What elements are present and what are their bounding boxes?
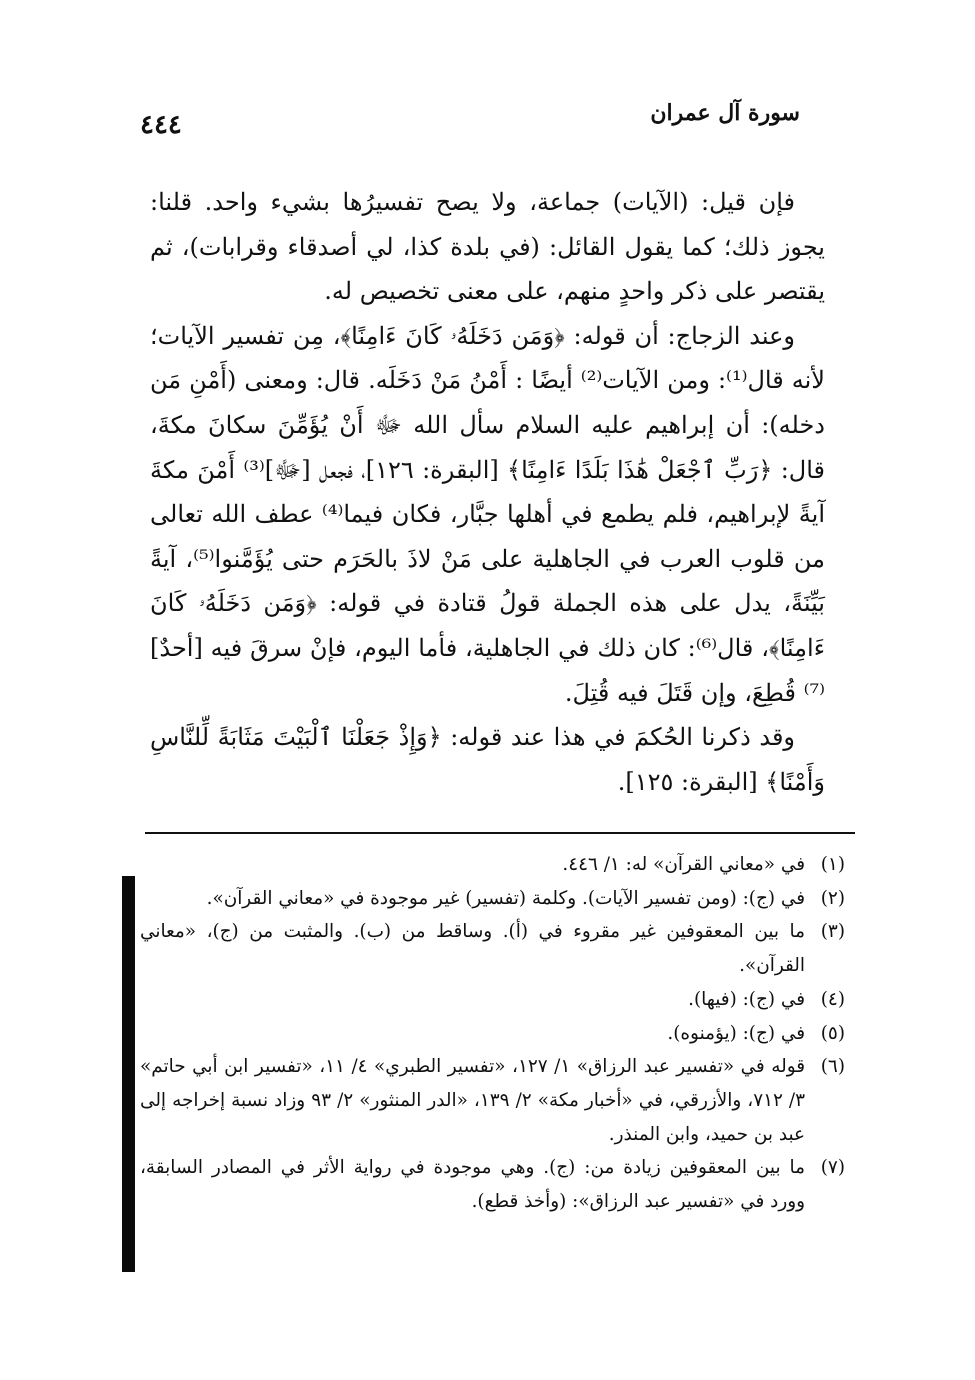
footnote — [140, 882, 845, 916]
scan-edge-shadow — [122, 876, 135, 1272]
page-number: ٤٤٤ — [140, 110, 182, 140]
footnote-number: (٢) — [820, 887, 845, 909]
footnote — [140, 1151, 845, 1218]
footnote — [140, 1050, 845, 1151]
footnote-text: في (ج): (ومن تفسير الآيات). وكلمة (تفسير) غير موجودة في «معاني القرآن». — [206, 887, 805, 909]
footnote-number: (٤) — [820, 988, 845, 1010]
footnote-divider — [145, 832, 855, 834]
footnote-number: (١) — [820, 854, 845, 875]
footnote — [140, 915, 845, 982]
paragraph: وقد ذكرنا الحُكمَ في هذا عند قوله: ﴿وَإِذْ جَعَلْنَا ٱلْبَيْتَ مَثَابَةً لِّلنَّاسِ وَأَمْنًا﴾ [البقرة: ١٢٥]. — [150, 723, 825, 796]
footnote — [140, 1017, 845, 1051]
footnote — [140, 983, 845, 1017]
main-text — [150, 180, 825, 804]
footnote-number: (٧) — [820, 1157, 845, 1179]
footnote-text: في (ج): (فيها). — [688, 988, 805, 1010]
footnote-text: في «معاني القرآن» له: ١/ ٤٤٦. — [562, 854, 805, 875]
footnote-number: (٣) — [820, 921, 845, 943]
footnote-number: (٥) — [820, 1022, 845, 1044]
footnote-text: قوله في «تفسير عبد الرزاق» ١/ ١٢٧، «تفسير الطبري» ٤/ ١١، «تفسير ابن أبي حاتم» ٣/ ٧١٢، والأزرقي، في «أخبار مكة» ٢/ ١٣٩، «الدر المنثور» ٢/ ٩٣ وزاد نسبة إخراجه إلى عبد بن حميد، وابن المنذر. — [140, 1056, 806, 1145]
footnotes — [140, 848, 845, 1219]
surah-title: سورة آل عمران — [650, 100, 800, 126]
paragraph: فإن قيل: (الآيات) جماعة، ولا يصح تفسيرُها بشيء واحد. قلنا: يجوز ذلك؛ كما يقول القائل: (في بلدة كذا، لي أصدقاء وقرابات)، ثم يقتصر على ذكر واحدٍ منهم، على معنى تخصيص له. — [150, 188, 825, 306]
footnote-text: ما بين المعقوفين غير مقروء في (أ). وساقط من (ب). والمثبت من (ج)، «معاني القرآن». — [140, 921, 805, 977]
footnote-text: ما بين المعقوفين زيادة من: (ج). وهي موجودة في رواية الأثر في المصادر السابقة، وورد في «تفسير عبد الرزاق»: (وأخذ قطع). — [140, 1157, 805, 1213]
paragraph: وعند الزجاج: أن قوله: ﴿وَمَن دَخَلَهُۥ كَانَ ءَامِنًا﴾، مِن تفسير الآيات؛ لأنه قال⁽¹⁾: ومن الآيات⁽²⁾ أيضًا : أَمْنُ مَنْ دَخَلَه. قال: ومعنى (أَمْنِ مَن دخله): أن إبراهيم عليه السلام سأل الله ﷻ أَنْ يُؤَمِّنَ سكانَ مكةَ، قال: ﴿رَبِّ ٱجْعَلْ هَٰذَا بَلَدًا ءَامِنًا﴾ [البقرة: ١٢٦]، فجعل [ﷻ]⁽³⁾ أَمْنَ مكةَ آيةً لإبراهيم، فلم يطمع في أهلها جبَّار، فكان فيما⁽⁴⁾ عطف الله تعالى من قلوب العرب في الجاهلية على مَنْ لاذَ بالحَرَم حتى يُؤَمَّنوا⁽⁵⁾، آيةً بَيِّنَةً، يدل على هذه الجملة قولُ قتادة في قوله: ﴿وَمَن دَخَلَهُۥ كَانَ ءَامِنًا﴾، قال⁽⁶⁾: كان ذلك في الجاهلية، فأما اليوم، فإنْ سرقَ فيه [أحدٌ]⁽⁷⁾ قُطِعَ، وإن قَتَلَ فيه قُتِلَ. — [150, 321, 826, 707]
page-header — [140, 100, 800, 150]
footnote — [140, 848, 845, 882]
footnote-number: (٦) — [820, 1056, 845, 1078]
footnote-text: في (ج): (يؤمنوه). — [667, 1022, 805, 1044]
